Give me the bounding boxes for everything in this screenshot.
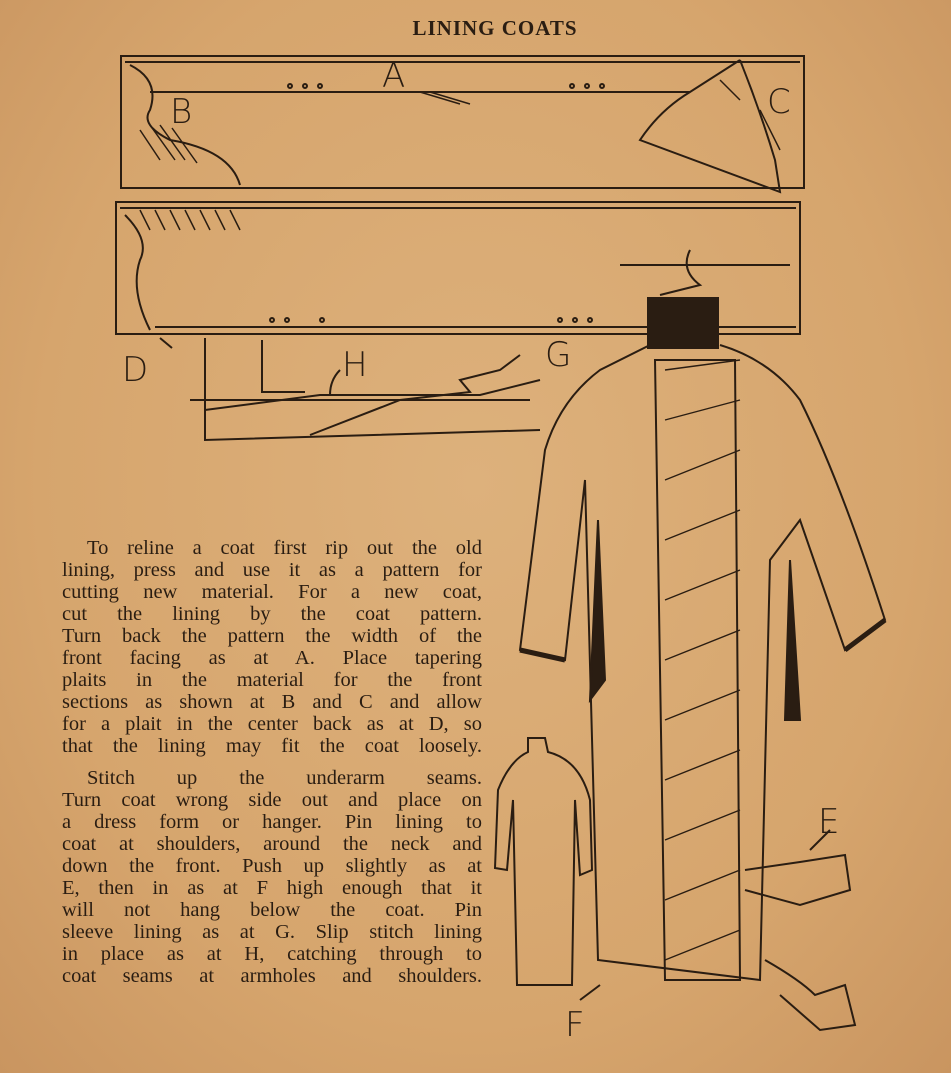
text-line: for a plait in the center back as at D, so	[62, 713, 482, 735]
text-line: Turn back the pattern the width of the	[62, 625, 482, 647]
front-lining-pattern	[121, 56, 804, 192]
text-line: will not hang below the coat. Pin	[62, 899, 482, 921]
paragraph-1	[62, 537, 482, 757]
text-line: coat seams at armholes and shoulders.	[62, 965, 482, 987]
figure-label-g: G	[545, 335, 572, 375]
figure-label-c: C	[767, 82, 791, 122]
text-line: Stitch up the underarm seams.	[87, 767, 482, 789]
text-line: cut the lining by the coat pattern.	[62, 603, 482, 625]
text-line: lining, press and use it as a pattern for	[62, 559, 482, 581]
figure-label-e: E	[818, 802, 840, 842]
small-coat	[495, 738, 592, 985]
text-line: sleeve lining as at G. Slip stitch lining	[62, 921, 482, 943]
text-line: Turn coat wrong side out and place on	[62, 789, 482, 811]
page-title: LINING COATS	[412, 16, 578, 40]
figure-label-b: B	[170, 92, 193, 132]
text-line: E, then in as at F high enough that it	[62, 877, 482, 899]
text-line: in place as at H, catching through to	[62, 943, 482, 965]
figure-label-f: F	[565, 1005, 585, 1045]
text-line: sections as shown at B and C and allow	[62, 691, 482, 713]
hands	[580, 830, 855, 1030]
paragraph-2	[62, 767, 482, 987]
text-line: a dress form or hanger. Pin lining to	[62, 811, 482, 833]
text-line: that the lining may fit the coat loosely.	[62, 735, 482, 757]
text-line: To reline a coat first rip out the old	[87, 537, 482, 559]
text-line: front facing as at A. Place tapering	[62, 647, 482, 669]
figure-label-h: H	[342, 345, 368, 385]
text-line: coat at shoulders, around the neck and	[62, 833, 482, 855]
figure-label-d: D	[122, 350, 149, 390]
text-line: plaits in the material for the front	[62, 669, 482, 691]
figure-label-a: A	[382, 56, 406, 96]
text-line: cutting new material. For a new coat,	[62, 581, 482, 603]
text-line: down the front. Push up slightly as at	[62, 855, 482, 877]
